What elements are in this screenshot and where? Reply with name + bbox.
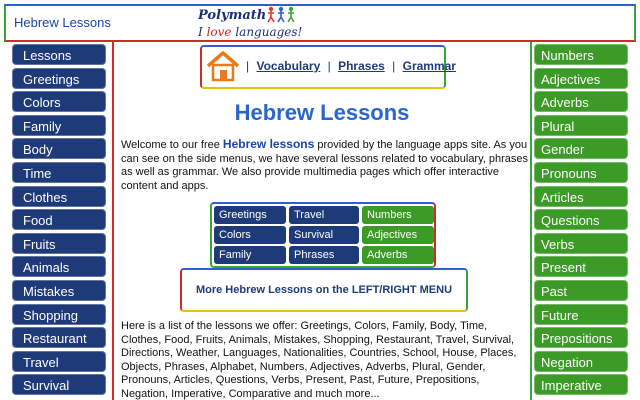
lessons-list-paragraph: Here is a list of the lessons we offer: Greetings, Colors, Family, Body, Time, Clothes, Food, Fruits, Animals, Mistakes, Shopping, Restaurant, Travel, Survival, Directions, Weather, Languages, Nationalities, Countries, School, House, Places, Objects, Phrases, Alphabet, Numbers, Adjectives, Adverbs, Plural, Gender, Pronouns, Articles, Questions, Verbs, Present, Past, Future, Prepositions, Negation, Imperative, Comparative and much more...	[121, 320, 517, 400]
right-menu-item[interactable]: Prepositions	[534, 327, 628, 348]
left-menu-item[interactable]: Mistakes	[12, 280, 106, 301]
home-icon[interactable]	[205, 49, 241, 83]
page-title: Hebrew Lessons	[234, 100, 410, 125]
left-menu-item[interactable]: Colors	[12, 91, 106, 112]
top-nav	[200, 45, 456, 89]
right-menu-item[interactable]: Questions	[534, 209, 628, 230]
right-menu-item[interactable]: Adverbs	[534, 91, 628, 112]
left-menu-item[interactable]: Animals	[12, 256, 106, 277]
grid-lesson-button[interactable]: Numbers	[362, 206, 434, 224]
nav-separator: |	[392, 59, 396, 73]
right-menu-item[interactable]: Past	[534, 280, 628, 301]
right-menu-item[interactable]: Pronouns	[534, 162, 628, 183]
nav-separator: |	[327, 59, 331, 73]
lesson-grid-cells	[214, 206, 432, 264]
nav-link-phrases[interactable]: Phrases	[338, 59, 385, 73]
left-menu-item[interactable]: Clothes	[12, 186, 106, 207]
left-menu-item[interactable]: Survival	[12, 374, 106, 395]
right-menu-item[interactable]: Future	[534, 304, 628, 325]
right-menu-item[interactable]: Adjectives	[534, 68, 628, 89]
polymath-logo[interactable]	[194, 6, 304, 44]
logo-tag-love: love	[206, 25, 232, 39]
grid-lesson-button[interactable]: Greetings	[214, 206, 286, 224]
logo-tagline	[198, 25, 302, 39]
nav-links	[242, 59, 456, 73]
lesson-grid	[210, 202, 436, 268]
nav-link-grammar[interactable]: Grammar	[402, 59, 456, 73]
nav-separator: |	[246, 59, 250, 73]
left-menu-item[interactable]: Greetings	[12, 68, 106, 89]
logo-tag-pre: I	[198, 25, 207, 39]
left-menu-item[interactable]: Family	[12, 115, 106, 136]
intro-text-post: provided by the language apps site. As you can see on the side menus, we have several lessons related to vocabulary, phrases as well as grammar. We also provide multimedia pages which offer interactive content and apps.	[121, 139, 529, 192]
grid-lesson-button[interactable]: Adverbs	[362, 246, 434, 264]
grid-lesson-button[interactable]: Colors	[214, 226, 286, 244]
main-content	[112, 42, 532, 400]
grid-lesson-button[interactable]: Phrases	[289, 246, 359, 264]
left-menu-item[interactable]: Lessons	[12, 44, 106, 65]
right-menu	[534, 44, 628, 398]
right-menu-item[interactable]: Negation	[534, 351, 628, 372]
site-title[interactable]: Hebrew Lessons	[14, 15, 111, 30]
right-menu-item[interactable]: Numbers	[534, 44, 628, 65]
left-menu-item[interactable]: Shopping	[12, 304, 106, 325]
left-menu	[12, 44, 106, 398]
grid-lesson-button[interactable]: Travel	[289, 206, 359, 224]
left-menu-item[interactable]: Time	[12, 162, 106, 183]
left-menu-item[interactable]: Restaurant	[12, 327, 106, 348]
right-menu-item[interactable]: Verbs	[534, 233, 628, 254]
site-header	[4, 4, 636, 42]
intro-paragraph	[121, 138, 529, 193]
right-menu-item[interactable]: Gender	[534, 138, 628, 159]
left-menu-item[interactable]: Food	[12, 209, 106, 230]
right-menu-item[interactable]: Plural	[534, 115, 628, 136]
grid-lesson-button[interactable]: Family	[214, 246, 286, 264]
intro-highlight-link[interactable]: Hebrew lessons	[222, 137, 315, 151]
left-menu-item[interactable]: Fruits	[12, 233, 106, 254]
grid-lesson-button[interactable]: Survival	[289, 226, 359, 244]
more-lessons-banner[interactable]: More Hebrew Lessons on the LEFT/RIGHT MENU	[180, 268, 468, 312]
left-menu-item[interactable]: Body	[12, 138, 106, 159]
left-menu-item[interactable]: Travel	[12, 351, 106, 372]
logo-tag-post: languages!	[231, 25, 303, 39]
intro-text-pre: Welcome to our free	[121, 139, 223, 151]
grid-lesson-button[interactable]: Adjectives	[362, 226, 434, 244]
people-logo-icon	[266, 6, 296, 24]
logo-name: Polymath	[198, 8, 267, 23]
right-menu-item[interactable]: Articles	[534, 186, 628, 207]
right-menu-item[interactable]: Present	[534, 256, 628, 277]
nav-link-vocabulary[interactable]: Vocabulary	[256, 59, 321, 73]
right-menu-item[interactable]: Imperative	[534, 374, 628, 395]
